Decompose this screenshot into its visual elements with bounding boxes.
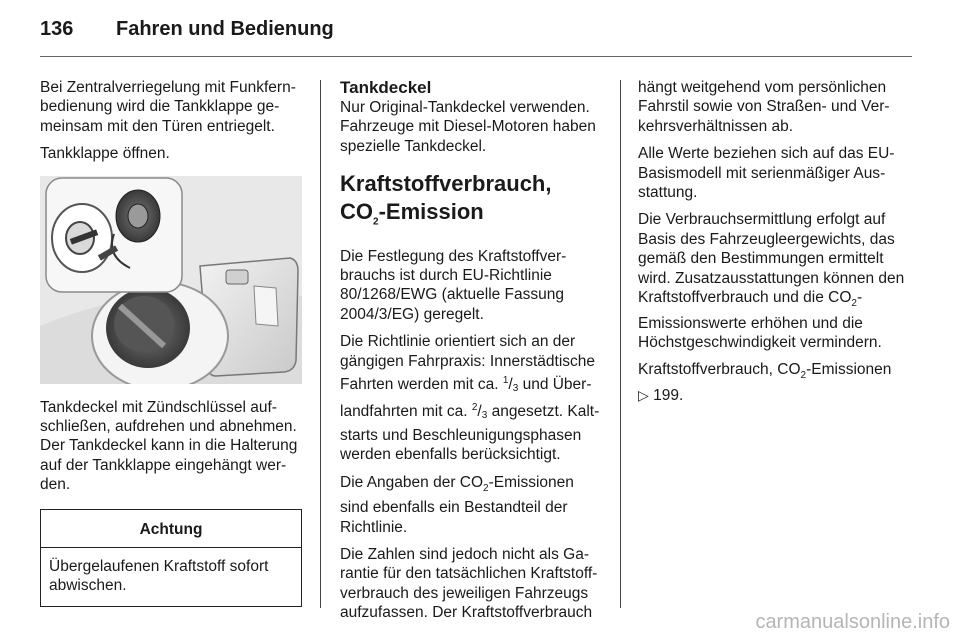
fraction-numerator: 2 [471, 402, 478, 414]
text-run: -Emissionen [806, 361, 892, 379]
fuel-cap-illustration [40, 176, 302, 384]
column-divider [620, 80, 621, 608]
paragraph: Alle Werte beziehen sich auf das EU-Basismodell mit serienmäßiger Ausstattung. [638, 145, 895, 202]
paragraph: Die Festlegung des Kraftstoffverbrauchs ist durch EU-Richtlinie 80/1268/EWG (aktuelle Fassung 2004/3/EG) geregelt. [340, 247, 567, 323]
text-run: Die Verbrauchsermittlung erfolgt auf Basis des Fahrzeugleergewichts, das gemäß den Bestimmungen ermittelt wird. Zusatzausstattungen können den Kraftstoffverbrauch und die CO [638, 211, 905, 307]
fuel-cap-drawing [40, 176, 302, 384]
paragraph: Die Zahlen sind jedoch nicht als Garantie für den tatsächlichen Kraftstoffverbrauch des jeweiligen Fahrzeugs aufzufassen. Der Kraftstoffverbrauch [340, 545, 598, 622]
text-run: -Emissionen sind ebenfalls ein Bestandteil der Richtlinie. [340, 473, 574, 536]
paragraph: Tankdeckel mit Zündschlüssel aufschließen, aufdrehen und abnehmen. Der Tankdeckel kann in die Halterung auf der Tankklappe eingehängt werden. [40, 398, 298, 494]
paragraph [340, 332, 606, 464]
chapter-title: Fahren und Bedienung [116, 18, 334, 40]
text-run: angesetzt. Kaltstarts und Beschleunigungsphasen werden ebenfalls berücksichtigt. [340, 403, 600, 464]
column-1 [40, 78, 304, 607]
heading-line-2: -Emission [378, 199, 484, 225]
watermark: carmanualsonline.info [755, 611, 950, 633]
paragraph: Tankklappe öffnen. [40, 145, 170, 163]
heading-co: CO [340, 199, 373, 225]
paragraph [638, 210, 914, 352]
paragraph: Nur Original-Tankdeckel verwenden. Fahrzeuge mit Diesel-Motoren haben spezielle Tankdeckel. [340, 99, 596, 155]
text-run: Kraftstoffverbrauch, CO [638, 361, 801, 379]
header-rule [40, 56, 912, 57]
column-3 [638, 78, 914, 413]
page-header [40, 18, 912, 48]
fraction-numerator: 1 [502, 375, 509, 387]
caution-text: Übergelaufenen Kraftstoff sofort abwischen. [49, 558, 269, 595]
paragraph: hängt weitgehend vom persönlichen Fahrstil sowie von Straßen- und Verkehrsverhältnissen ab. [638, 79, 890, 135]
paragraph: Bei Zentralverriegelung mit Funkfernbedienung wird die Tankklappe gemeinsam mit den Türen entriegelt. [40, 79, 296, 135]
column-2 [340, 78, 606, 631]
subscript: 2 [851, 298, 857, 310]
caution-box [40, 509, 302, 607]
column-divider [320, 80, 321, 608]
section-heading-large [340, 170, 606, 236]
heading-subscript: 2 [373, 216, 379, 228]
text-run: -Emissionswerte erhöhen und die Höchstgeschwindigkeit vermindern. [638, 289, 882, 351]
page-reference-link[interactable]: 199. [653, 386, 684, 404]
fraction-denominator: 3 [481, 410, 488, 422]
subscript: 2 [800, 370, 807, 382]
text-run: Die Angaben der CO [340, 473, 484, 491]
subscript: 2 [483, 482, 489, 494]
caution-title: Achtung [41, 510, 301, 548]
paragraph [340, 473, 606, 537]
text-run: und Überlandfahrten mit ca. [340, 376, 592, 421]
fraction-denominator: 3 [512, 383, 519, 395]
section-heading: Tankdeckel [340, 78, 432, 97]
fraction: $^1/_3$ [502, 375, 519, 395]
fraction: $^2/_3$ [471, 402, 488, 422]
paragraph [638, 360, 914, 405]
heading-line-1: Kraftstoffverbrauch, [340, 171, 552, 197]
text-run: Die Richtlinie orientiert sich an der gängigen Fahrpraxis: Innerstädtische Fahrten werden mit ca. [340, 333, 596, 394]
page-reference-arrow-icon: ▷ [638, 386, 649, 403]
page-number: 136 [40, 18, 74, 40]
